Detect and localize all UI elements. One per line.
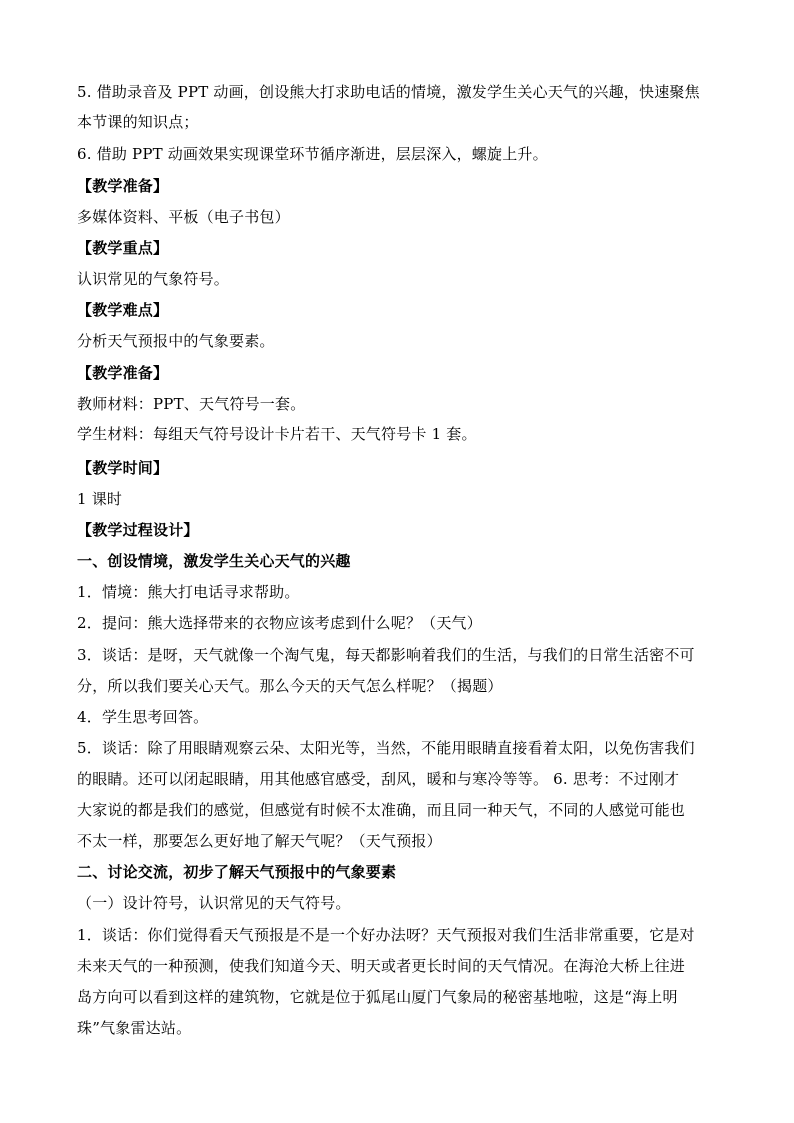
paragraph-line: 分，所以我们要关心天气。那么今天的天气怎么样呢？（揭题） bbox=[77, 677, 503, 695]
paragraph-line: 认识常见的气象符号。 bbox=[77, 270, 230, 288]
section-heading: 【教学重点】 bbox=[77, 239, 169, 257]
section-heading: 【教学准备】 bbox=[77, 364, 169, 382]
paragraph-line: 2．提问：熊大选择带来的衣物应该考虑到什么呢？（天气） bbox=[77, 614, 482, 632]
section-heading: 一、创设情境，激发学生关心天气的兴趣 bbox=[77, 552, 351, 570]
paragraph-line: 5．谈话：除了用眼睛观察云朵、太阳光等，当然，不能用眼睛直接看着太阳，以免伤害我们 bbox=[77, 739, 695, 757]
paragraph-line: 1．情境：熊大打电话寻求帮助。 bbox=[77, 583, 300, 601]
paragraph-line: （一）设计符号，认识常见的天气符号。 bbox=[77, 894, 351, 912]
paragraph-line: 5. 借助录音及 PPT 动画，创设熊大打求助电话的情境，激发学生关心天气的兴趣，快速聚焦 bbox=[77, 83, 700, 101]
paragraph-line: 4．学生思考回答。 bbox=[77, 708, 209, 726]
paragraph-line: 分析天气预报中的气象要素。 bbox=[77, 332, 275, 350]
paragraph-line: 未来天气的一种预测，使我们知道今天、明天或者更长时间的天气情况。在海沧大桥上往进 bbox=[77, 957, 686, 975]
section-heading: 【教学难点】 bbox=[77, 301, 169, 319]
section-heading: 【教学时间】 bbox=[77, 459, 169, 477]
paragraph-line: 本节课的知识点； bbox=[77, 113, 199, 131]
section-heading: 二、讨论交流，初步了解天气预报中的气象要素 bbox=[77, 863, 397, 881]
paragraph-line: 岛方向可以看到这样的建筑物，它就是位于狐尾山厦门气象局的秘密基地啦，这是“海上明 bbox=[77, 988, 678, 1006]
paragraph-line: 6. 借助 PPT 动画效果实现课堂环节循序渐进，层层深入，螺旋上升。 bbox=[77, 145, 548, 163]
paragraph-line: 1 课时 bbox=[77, 490, 123, 508]
paragraph-line: 大家说的都是我们的感觉，但感觉有时候不太准确，而且同一种天气，不同的人感觉可能也 bbox=[77, 801, 686, 819]
paragraph-line: 多媒体资料、平板（电子书包） bbox=[77, 208, 290, 226]
paragraph-line: 3．谈话：是呀，天气就像一个淘气鬼，每天都影响着我们的生活，与我们的日常生活密不可 bbox=[77, 646, 695, 664]
paragraph-line: 学生材料：每组天气符号设计卡片若干、天气符号卡 1 套。 bbox=[77, 425, 477, 443]
paragraph-line: 珠”气象雷达站。 bbox=[77, 1019, 192, 1037]
paragraph-line: 的眼睛。还可以闭起眼睛，用其他感官感受，刮风，暖和与寒冷等等。 6. 思考：不过刚才 bbox=[77, 770, 680, 788]
paragraph-line: 教师材料：PPT、天气符号一套。 bbox=[77, 395, 306, 413]
paragraph-line: 1．谈话：你们觉得看天气预报是不是一个好办法呀？天气预报对我们生活非常重要，它是对 bbox=[77, 926, 695, 944]
section-heading: 【教学过程设计】 bbox=[77, 521, 199, 539]
paragraph-line: 不太一样，那要怎么更好地了解天气呢？（天气预报） bbox=[77, 832, 442, 850]
section-heading: 【教学准备】 bbox=[77, 177, 169, 195]
